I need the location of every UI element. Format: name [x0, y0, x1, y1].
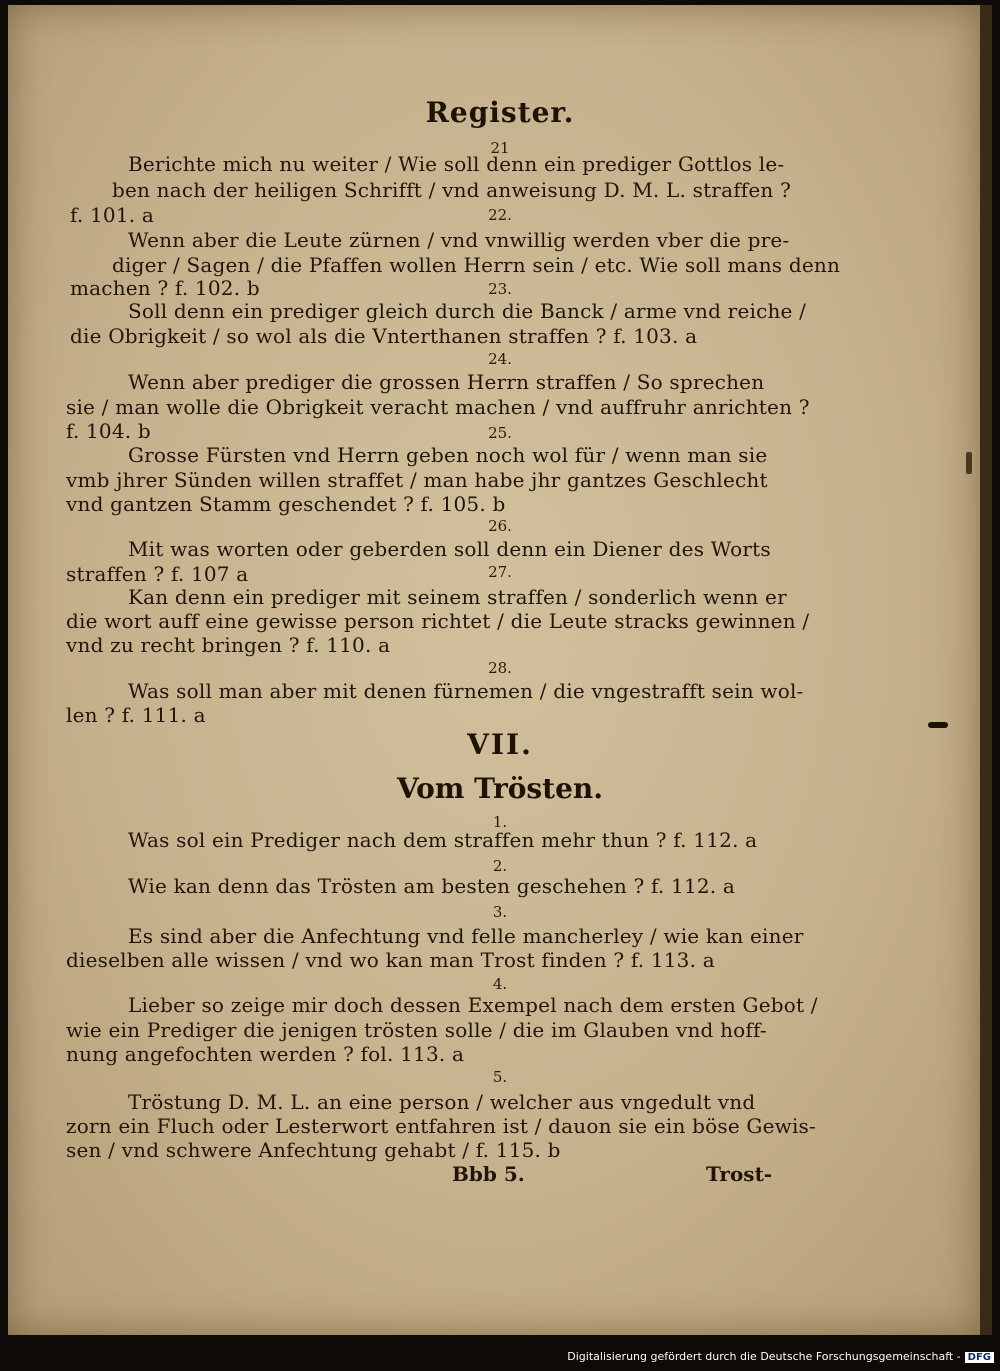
entry-number: 27.: [488, 563, 512, 581]
entry-line: Tröstung D. M. L. an eine person / welcher aus vngedult vnd: [128, 1090, 756, 1114]
dfg-logo: DFG: [965, 1352, 994, 1363]
entry-line: f. 104. b: [66, 419, 151, 443]
entry-number: 26.: [488, 517, 512, 535]
ink-mark: [966, 452, 972, 474]
entry-line: Berichte mich nu weiter / Wie soll denn ein prediger Gottlos le-: [128, 152, 785, 176]
section-number: VII.: [467, 728, 533, 761]
ink-mark: [928, 722, 948, 728]
entry-line: Wenn aber die Leute zürnen / vnd vnwillig werden vber die pre-: [128, 228, 790, 252]
entry-line: vnd zu recht bringen ? f. 110. a: [66, 633, 391, 657]
entry-line: vnd gantzen Stamm geschendet ? f. 105. b: [66, 492, 506, 516]
entry-line: die Obrigkeit / so wol als die Vnterthanen straffen ? f. 103. a: [70, 324, 698, 348]
entry-line: dieselben alle wissen / vnd wo kan man Trost finden ? f. 113. a: [66, 948, 715, 972]
entry-line: f. 101. a: [70, 203, 155, 227]
entry-number: 28.: [488, 659, 512, 677]
entry-number: 24.: [488, 350, 512, 368]
entry-line: diger / Sagen / die Pfaffen wollen Herrn sein / etc. Wie soll mans denn: [112, 253, 841, 277]
entry-line: Es sind aber die Anfechtung vnd felle mancherley / wie kan einer: [128, 924, 804, 948]
entry-line: Was sol ein Prediger nach dem straffen mehr thun ? f. 112. a: [128, 828, 758, 852]
entry-line: Wenn aber prediger die grossen Herrn straffen / So sprechen: [128, 370, 765, 394]
entry-line: Mit was worten oder geberden soll denn ein Diener des Worts: [128, 537, 771, 561]
digitization-credit: [567, 1350, 994, 1363]
entry-number: 22.: [488, 206, 512, 224]
page-title: Register.: [425, 96, 575, 129]
entry-number: 21: [490, 139, 510, 157]
entry-number: 1.: [492, 813, 508, 831]
entry-line: zorn ein Fluch oder Lesterwort entfahren ist / dauon sie ein böse Gewis-: [66, 1114, 816, 1138]
entry-line: ben nach der heiligen Schrifft / vnd anweisung D. M. L. straffen ?: [112, 178, 791, 202]
entry-line: machen ? f. 102. b: [70, 276, 260, 300]
entry-number: 3.: [492, 903, 508, 921]
entry-line: wie ein Prediger die jenigen trösten solle / die im Glauben vnd hoff-: [66, 1018, 767, 1042]
entry-line: Wie kan denn das Trösten am besten geschehen ? f. 112. a: [128, 874, 736, 898]
entry-line: Was soll man aber mit denen fürnemen / die vngestrafft sein wol-: [128, 679, 804, 703]
entry-number: 2.: [492, 857, 508, 875]
entry-line: sie / man wolle die Obrigkeit veracht machen / vnd auffruhr anrichten ?: [66, 395, 810, 419]
entry-line: Grosse Fürsten vnd Herrn geben noch wol für / wenn man sie: [128, 443, 768, 467]
entry-line: Lieber so zeige mir doch dessen Exempel nach dem ersten Gebot /: [128, 993, 818, 1017]
entry-line: vmb jhrer Sünden willen straffet / man habe jhr gantzes Geschlecht: [66, 468, 768, 492]
entry-line: die wort auff eine gewisse person richtet / die Leute stracks gewinnen /: [66, 609, 810, 633]
entry-line: Soll denn ein prediger gleich durch die Banck / arme vnd reiche /: [128, 299, 807, 323]
section-title: Vom Trösten.: [396, 772, 604, 805]
entry-number: 4.: [492, 975, 508, 993]
entry-line: straffen ? f. 107 a: [66, 562, 249, 586]
credit-text: Digitalisierung gefördert durch die Deutsche Forschungsgemeinschaft -: [567, 1350, 961, 1363]
catchword: Trost-: [706, 1162, 773, 1186]
entry-number: 5.: [492, 1068, 508, 1086]
entry-number: 25.: [488, 424, 512, 442]
entry-line: len ? f. 111. a: [66, 703, 206, 727]
entry-line: nung angefochten werden ? fol. 113. a: [66, 1042, 465, 1066]
entry-number: 23.: [488, 280, 512, 298]
entry-line: sen / vnd schwere Anfechtung gehabt / f. 115. b: [66, 1138, 561, 1162]
entry-line: Kan denn ein prediger mit seinem straffen / sonderlich wenn er: [128, 585, 787, 609]
signature-mark: Bbb 5.: [452, 1162, 525, 1186]
